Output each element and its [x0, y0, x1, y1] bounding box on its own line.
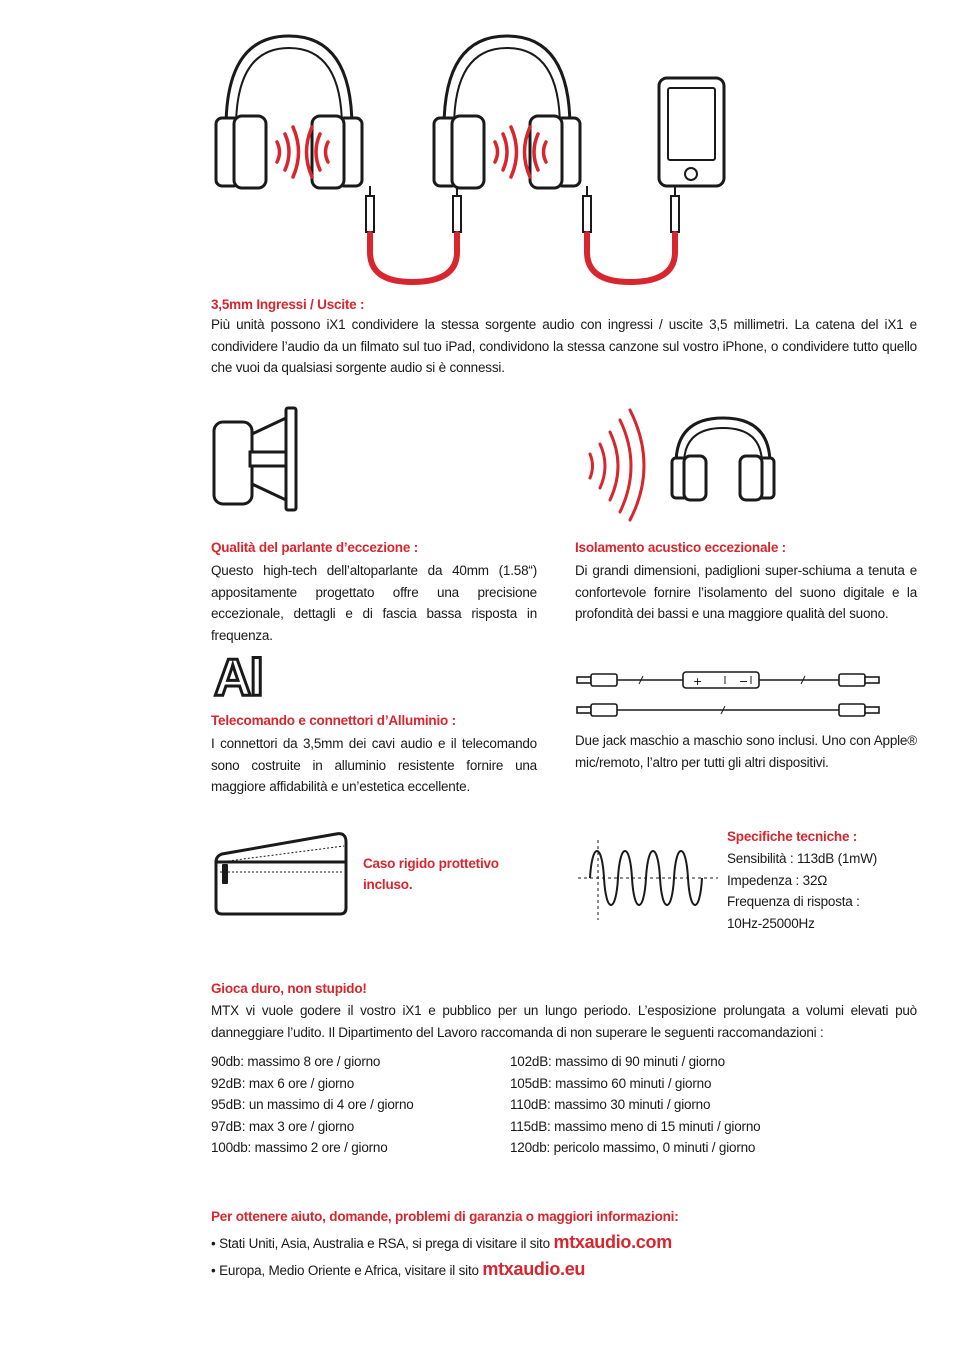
aluminium-logo: Al [214, 649, 262, 707]
section-specs-title: Specifiche tecniche : [727, 829, 858, 844]
section-aluminium-body: I connettori da 3,5mm dei cavi audio e il telecomando sono costruite in alluminio resistente fornire una maggiore affidabilità e un’estetica eccellente. [211, 736, 537, 794]
list-item: 110dB: massimo 30 minuti / giorno [510, 1097, 711, 1113]
safety-limits-right [510, 1051, 760, 1159]
link-mtxaudio-eu[interactable]: mtxaudio.eu [482, 1259, 586, 1279]
remote-minus-label: − [739, 675, 749, 688]
section-cables-body: Due jack maschio a maschio sono inclusi. Uno con Apple® mic/remoto, l’altro per tutti gli altri dispositivi. [575, 733, 917, 770]
section-speaker-title: Qualità del parlante d’eccezione : [211, 540, 419, 555]
help-line-us [211, 1230, 672, 1256]
section-help-title: Per ottenere aiuto, domande, problemi di garanzia o maggiori informazioni: [211, 1209, 679, 1224]
spec-frequency-label: Frequenza di risposta : [727, 894, 860, 910]
help-line-us-text: • Stati Uniti, Asia, Australia e RSA, si prega di visitare il sito [211, 1236, 554, 1251]
list-item: 120db: pericolo massimo, 0 minuti / giorno [510, 1140, 756, 1156]
help-line-eu [211, 1257, 585, 1283]
section-isolation-title: Isolamento acustico eccezionale : [575, 540, 786, 555]
sine-wave-icon [578, 836, 718, 924]
section-aluminium-title: Telecomando e connettori d’Alluminio : [211, 713, 456, 728]
section-case-title: Caso rigido prottetivo incluso. [363, 856, 499, 892]
section-io-body: Più unità possono iX1 condividere la stessa sorgente audio con ingressi / uscite 3,5 millimetri. La catena del iX1 e condividere l’audio da un filmato sul tuo iPad, condividono la stessa canzone sul vostro iPhone, o condividere tutto quello che vuoi da qualsiasi sorgente audio si è connessi. [211, 317, 917, 375]
list-item: 95dB: un massimo di 4 ore / giorno [211, 1097, 414, 1113]
section-io-title: 3,5mm Ingressi / Uscite : [211, 297, 365, 312]
isolation-illustration [580, 404, 790, 524]
section-speaker-body: Questo high-tech dell’altoparlante da 40mm (1.58“) appositamente progettato offre una precisione eccezionale, dettagli e di fascia bassa risposta in frequenza. [211, 563, 537, 643]
specs-lines [727, 848, 877, 934]
section-isolation-body: Di grandi dimensioni, padiglioni super-schiuma a tenuta e confortevole fornire l’isolamento del suono digitale e la profondità dei bassi e una maggiore qualità del suono. [575, 563, 917, 621]
list-item: 115dB: massimo meno di 15 minuti / giorno [510, 1118, 761, 1134]
speaker-driver-illustration [210, 404, 305, 514]
help-line-eu-text: • Europa, Medio Oriente e Africa, visitare il sito [211, 1263, 483, 1278]
section-safety-body: MTX vi vuole godere il vostro iX1 e pubblico per un lungo periodo. L’esposizione prolungata a volumi elevati può danneggiare l’udito. Il Dipartimento del Lavoro raccomanda di non superare le seguenti raccomandazioni : [211, 1003, 917, 1040]
spec-sensitivity: Sensibilità : 113dB (1mW) [727, 851, 878, 866]
safety-limits-left [211, 1051, 414, 1159]
headphones-chain-illustration [0, 0, 954, 300]
spec-frequency-value: 10Hz-25000Hz [727, 915, 815, 931]
list-item: 97dB: max 3 ore / giorno [211, 1118, 355, 1134]
list-item: 100db: massimo 2 ore / giorno [211, 1140, 388, 1156]
cables-illustration [575, 666, 885, 724]
list-item: 105dB: massimo 60 minuti / giorno [510, 1075, 712, 1091]
list-item: 90db: massimo 8 ore / giorno [211, 1054, 381, 1069]
link-mtxaudio-com[interactable]: mtxaudio.com [553, 1232, 672, 1252]
section-safety-title: Gioca duro, non stupido! [211, 981, 367, 996]
hard-case-illustration [210, 822, 350, 918]
list-item: 102dB: massimo di 90 minuti / giorno [510, 1054, 725, 1069]
remote-plus-label: + [693, 675, 703, 688]
spec-impedance: Impedenza : 32Ω [727, 872, 828, 888]
list-item: 92dB: max 6 ore / giorno [211, 1075, 355, 1091]
